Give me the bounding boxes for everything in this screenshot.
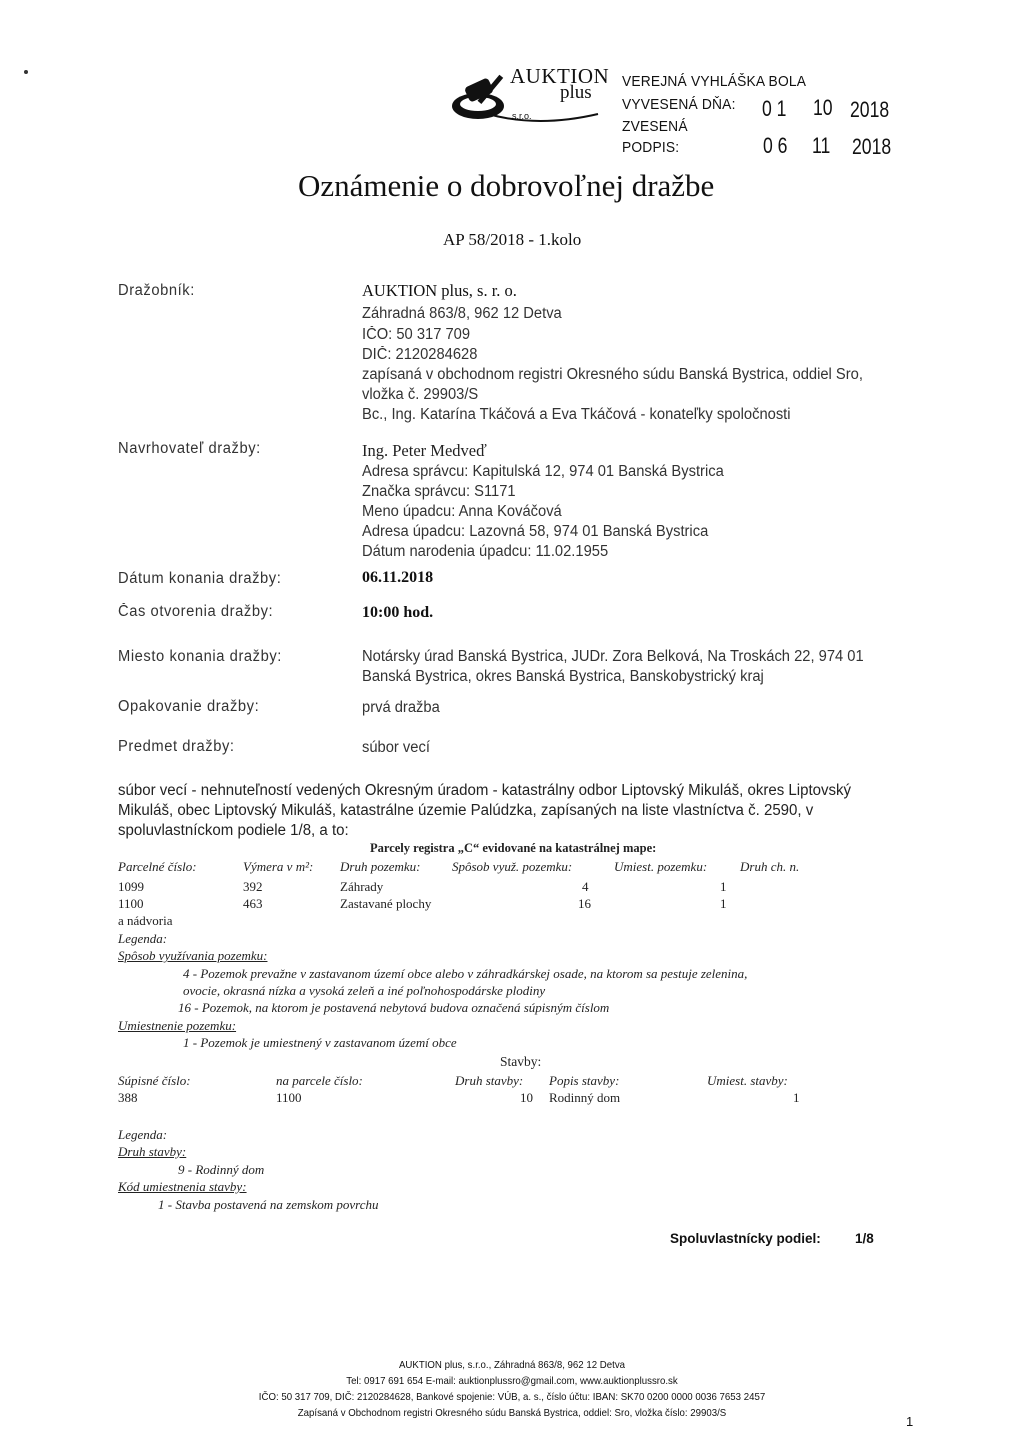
stamp-posted-day: 0 1 [762,96,787,121]
drazobnik-line: Bc., Ing. Katarína Tkáčová a Eva Tkáčová - konateľky spoločnosti [362,406,791,423]
page-title: Oznámenie o dobrovoľnej dražbe [298,168,715,203]
parcel-cell: Záhrady [340,879,384,894]
opakovanie-value: prvá dražba [362,699,440,716]
parcel-cell: 463 [243,896,263,911]
footer-line: Tel: 0917 691 654 E-mail: auktionplussro@gmail.com, www.auktionplussro.sk [346,1375,678,1387]
drazobnik-line: zapísaná v obchodnom registri Okresného súdu Banská Bystrica, oddiel Sro, [362,366,863,383]
company-logo [448,64,613,126]
parcels-legend-label: Legenda: [118,931,168,946]
parcels-legend-sposob: ovocie, okrasná nízka a vysoká zeleň a iné poľnohospodárske plodiny [183,983,546,998]
parcel-cell: 4 [582,879,589,894]
parcels-col-header: Parcelné číslo: [118,859,197,874]
stamp-removed-month: 11 [812,133,831,158]
navrhovatel-line: Meno úpadcu: Anna Kováčová [362,503,562,520]
navrhovatel-line: Adresa úpadcu: Lazovná 58, 974 01 Banská Bystrica [362,523,709,540]
building-cell: 1 [793,1090,800,1105]
drazobnik-line: Záhradná 863/8, 962 12 Detva [362,305,562,322]
logo-suffix: s.r.o. [512,111,532,121]
navrhovatel-name: Ing. Peter Medveď [362,441,487,460]
page-subtitle: AP 58/2018 - 1.kolo [443,230,582,249]
parcels-col-header: Druh ch. n. [740,859,800,874]
drazobnik-label: Dražobník: [118,282,195,299]
description-line: súbor vecí - nehnuteľností vedených Okresným úradom - katastrálny odbor Liptovský Mikuláš, okres Liptovský [118,782,852,799]
buildings-col-header: Popis stavby: [549,1073,620,1088]
parcels-legend-umiest: 1 - Pozemok je umiestnený v zastavanom území obce [183,1035,457,1050]
navrhovatel-line: Adresa správcu: Kapitulská 12, 974 01 Banská Bystrica [362,463,724,480]
parcel-cell: 392 [243,879,263,894]
buildings-col-header: na parcele číslo: [276,1073,363,1088]
parcels-legend-umiest-title: Umiestnenie pozemku: [118,1018,237,1033]
stamp-removed-year: 2018 [852,134,892,159]
parcel-cell: a nádvoria [118,913,173,928]
parcel-cell: 1 [720,879,727,894]
stamp-removed-day: 0 6 [763,133,788,158]
page-number: 1 [906,1414,914,1429]
share-label: Spoluvlastnícky podiel: [670,1231,821,1246]
datum-value: 06.11.2018 [362,569,434,586]
parcel-cell: 1099 [118,879,144,894]
stamp-removed-label: ZVESENÁ [622,118,688,135]
cas-value: 10:00 hod. [362,604,434,621]
footer-line: Zapísaná v Obchodnom registri Okresného súdu Banská Bystrica, oddiel: Sro, vložka číslo: 29903/S [297,1407,727,1419]
drazobnik-line: vložka č. 29903/S [362,386,479,403]
opakovanie-label: Opakovanie dražby: [118,698,260,715]
miesto-line: Notársky úrad Banská Bystrica, JUDr. Zora Belková, Na Troskách 22, 974 01 [362,648,864,665]
footer-line: IČO: 50 317 709, DIČ: 2120284628, Bankové spojenie: VÚB, a. s., číslo účtu: IBAN: SK70 0200 0000 0036 7653 2457 [258,1391,766,1403]
parcel-cell: 16 [578,896,591,911]
parcels-legend-sposob-title: Spôsob využívania pozemku: [118,948,268,963]
building-cell: 1100 [276,1090,302,1105]
navrhovatel-label: Navrhovateľ dražby: [118,440,261,457]
buildings-legend-label: Legenda: [118,1127,168,1142]
cas-label: Čas otvorenia dražby: [118,603,274,620]
parcels-legend-sposob: 4 - Pozemok prevažne v zastavanom území obce alebo v záhradkárskej osade, na ktorom sa pestuje zelenina, [183,966,748,981]
parcel-cell: 1 [720,896,727,911]
buildings-heading: Stavby: [500,1054,542,1069]
parcels-col-header: Výmera v m²: [243,859,314,874]
drazobnik-line: IČO: 50 317 709 [362,326,471,343]
parcels-heading: Parcely registra „C“ evidované na katastrálnej mape: [370,841,657,855]
building-cell: 10 [520,1090,533,1105]
buildings-col-header: Druh stavby: [455,1073,524,1088]
description-line: spoluvlastníckom podiele 1/8, a to: [118,822,349,839]
parcel-cell: 1100 [118,896,144,911]
predmet-label: Predmet dražby: [118,738,235,755]
logo-plus: plus [560,82,592,103]
stamp-posted-month: 10 [813,95,833,120]
buildings-legend-kod-title: Kód umiestnenia stavby: [118,1179,247,1194]
footer-line: AUKTION plus, s.r.o., Záhradná 863/8, 962 12 Detva [398,1359,626,1371]
building-cell: Rodinný dom [549,1090,621,1105]
parcels-col-header: Druh pozemku: [340,859,421,874]
description-line: Mikuláš, obec Liptovský Mikuláš, katastrálne územie Palúdzka, zapísaných na liste vlastníctva č. 2590, v [118,802,814,819]
building-cell: 388 [118,1090,138,1105]
predmet-value: súbor vecí [362,739,430,756]
datum-label: Dátum konania dražby: [118,570,282,587]
buildings-legend-druh: 9 - Rodinný dom [178,1162,265,1177]
stamp-line1: VEREJNÁ VYHLÁŠKA BOLA [622,73,807,90]
miesto-line: Banská Bystrica, okres Banská Bystrica, Banskobystrický kraj [362,668,764,685]
parcels-legend-sposob: 16 - Pozemok, na ktorom je postavená nebytová budova označená súpisným číslom [178,1000,610,1015]
logo-brand: AUKTION [510,64,610,88]
buildings-col-header: Umiest. stavby: [707,1073,788,1088]
miesto-label: Miesto konania dražby: [118,648,282,665]
parcel-cell: Zastavané plochy [340,896,432,911]
navrhovatel-line: Značka správcu: S1171 [362,483,516,500]
navrhovatel-line: Dátum narodenia úpadcu: 11.02.1955 [362,543,609,560]
parcels-col-header: Spôsob využ. pozemku: [452,859,573,874]
stamp-posted-label: VYVESENÁ DŇA: [622,96,736,113]
buildings-col-header: Súpisné číslo: [118,1073,191,1088]
buildings-legend-kod: 1 - Stavba postavená na zemskom povrchu [158,1197,379,1212]
parcels-col-header: Umiest. pozemku: [614,859,708,874]
share-value: 1/8 [855,1231,874,1246]
stamp-posted-year: 2018 [850,97,890,122]
buildings-legend-druh-title: Druh stavby: [118,1144,187,1159]
drazobnik-line: DIČ: 2120284628 [362,346,478,363]
drazobnik-name: AUKTION plus, s. r. o. [362,281,517,300]
scan-speck [24,70,28,74]
stamp-signature-label: PODPIS: [622,139,680,156]
